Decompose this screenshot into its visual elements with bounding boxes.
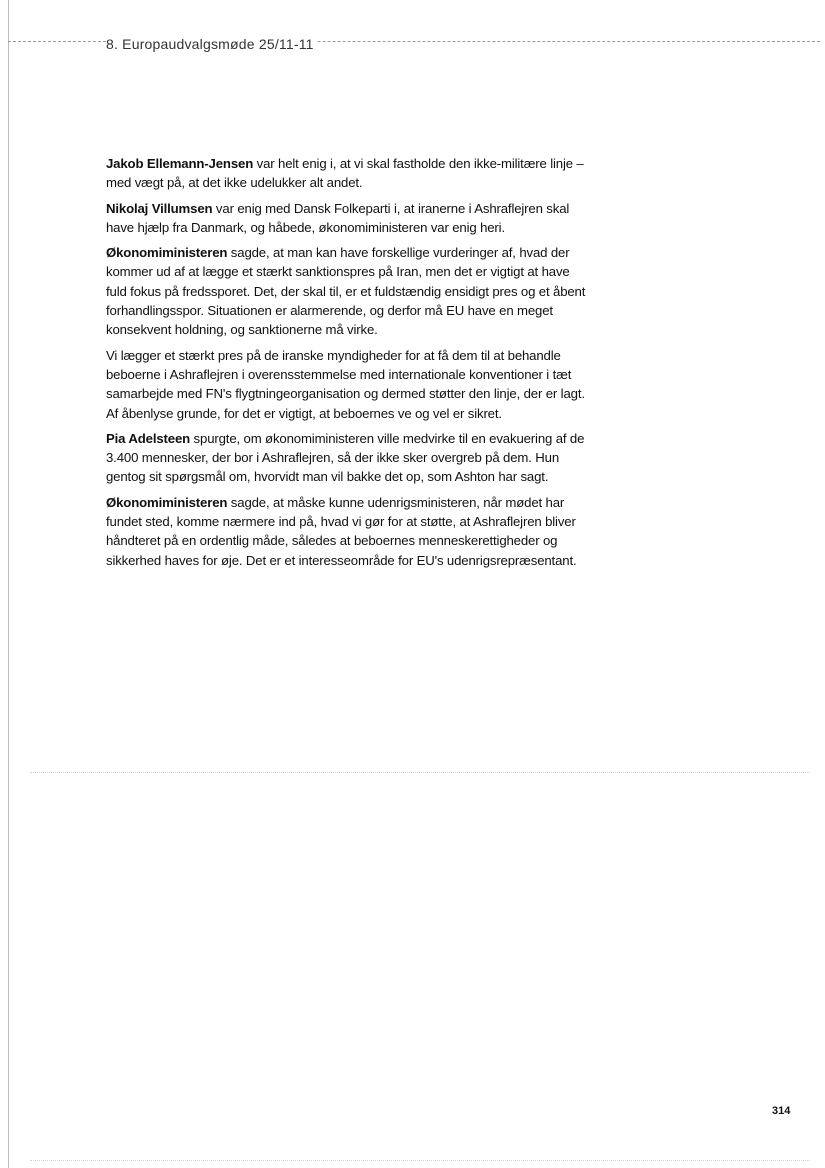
paragraph-text: sagde, at man kan have forskellige vurderinger af, hvad der kommer ud af at lægge et stærkt sanktionspres på Iran, men det er vigtigt at have fuld fokus på fredssporet. Det, der skal til, er et fuldstændig ensidigt pres og et åbent forhandlingsspor. Situationen er alarmerende, og derfor må EU have en meget konsekvent holdning, og sanktionerne må virke. xyxy=(106,245,586,338)
paragraph-5 xyxy=(106,429,592,487)
paragraph-text: var enig med Dansk Folkeparti i, at iranerne i Ashraflejren skal have hjælp fra Danmark, og håbede, økonomiministeren var enig heri. xyxy=(106,200,570,235)
scan-artifact-line xyxy=(30,1160,810,1161)
speaker-name: Økonomiministeren xyxy=(106,494,228,510)
page-number: 314 xyxy=(772,1105,791,1117)
scan-left-edge xyxy=(8,0,9,1168)
scan-artifact-line xyxy=(30,772,810,773)
paragraph-2 xyxy=(106,199,592,238)
paragraph-text: Vi lægger et stærkt pres på de iranske myndigheder for at få dem til at behandle beboerne i Ashraflejren i overensstemmelse med internationale konventioner i tæt samarbejde med FN's flygtningeorganisation og dermed støtter den linje, der er lagt. Af åbenlyse grunde, for det er vigtigt, at beboernes ve og vel er sikret. xyxy=(106,347,585,421)
paragraph-4 xyxy=(106,346,592,423)
speaker-name: Økonomiministeren xyxy=(106,245,228,261)
meeting-minutes-body xyxy=(106,154,592,576)
paragraph-text: var helt enig i, at vi skal fastholde den ikke-militære linje – med vægt på, at det ikke udelukker alt andet. xyxy=(106,156,584,191)
speaker-name: Pia Adelsteen xyxy=(106,430,191,446)
paragraph-1 xyxy=(106,154,592,193)
running-header: 8. Europaudvalgsmøde 25/11-11 xyxy=(106,36,314,52)
paragraph-text: sagde, at måske kunne udenrigsministeren, når mødet har fundet sted, komme nærmere ind på, hvad vi gør for at støtte, at Ashraflejren bliver håndteret på en ordentlig måde, således at beboernes menneskerettigheder og sikkerhed haves for øje. Det er et interesseområde for EU's udenrigsrepræsentant. xyxy=(106,494,577,568)
paragraph-6 xyxy=(106,493,592,570)
speaker-name: Jakob Ellemann-Jensen xyxy=(106,156,254,171)
paragraph-text: spurgte, om økonomiministeren ville medvirke til en evakuering af de 3.400 mennesker, der bor i Ashraflejren, så der ikke sker overgreb på dem. Hun gentog sit spørgsmål om, hvorvidt man vil bakke det op, som Ashton har sagt. xyxy=(106,430,585,485)
paragraph-3 xyxy=(106,243,592,339)
speaker-name: Nikolaj Villumsen xyxy=(106,200,213,216)
